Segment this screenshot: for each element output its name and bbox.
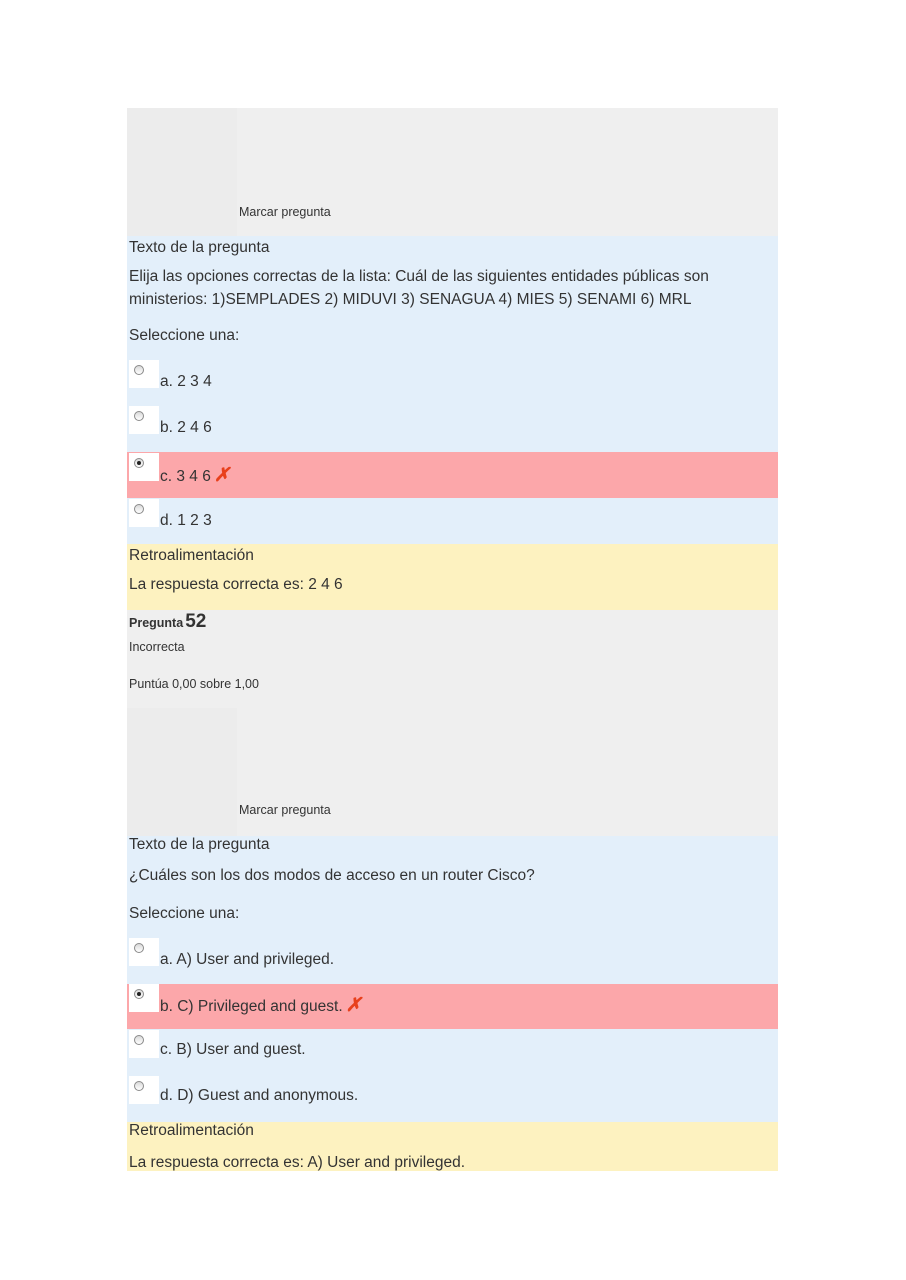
radio-cell[interactable] (129, 360, 159, 388)
option-label-b-wrapper[interactable] (160, 994, 362, 1017)
answer-option-b[interactable] (127, 405, 778, 452)
answer-option-c[interactable] (127, 1029, 778, 1075)
question-text-heading: Texto de la pregunta (129, 239, 270, 256)
option-label-a[interactable]: a. 2 3 4 (160, 373, 212, 390)
question-text-heading-band (127, 836, 778, 864)
question-1 (127, 108, 778, 610)
correct-answer-text: La respuesta correcta es: 2 4 6 (129, 576, 343, 593)
answer-option-a[interactable] (127, 359, 778, 405)
select-one-label: Seleccione una: (129, 327, 240, 344)
feedback-panel (127, 1122, 778, 1171)
option-label-c[interactable]: c. B) User and guest. (160, 1041, 306, 1058)
flag-area (127, 708, 778, 836)
option-label-c: c. 3 4 6 (160, 468, 211, 485)
radio-button-b-selected[interactable] (134, 989, 144, 999)
feedback-heading: Retroalimentación (129, 547, 254, 564)
radio-cell[interactable] (129, 406, 159, 434)
answer-option-c[interactable] (127, 452, 778, 498)
question-52 (127, 610, 778, 1172)
answer-option-d[interactable] (127, 498, 778, 544)
option-label-b: b. C) Privileged and guest. (160, 998, 343, 1015)
select-one-label: Seleccione una: (129, 905, 240, 922)
radio-button-a[interactable] (134, 365, 144, 375)
radio-cell[interactable] (129, 984, 159, 1012)
option-label-b[interactable]: b. 2 4 6 (160, 419, 212, 436)
answer-option-b[interactable] (127, 984, 778, 1029)
flag-question-link[interactable]: Marcar pregunta (239, 803, 331, 817)
question-prompt: ¿Cuáles son los dos modos de acceso en un router Cisco? (129, 867, 535, 884)
question-prompt-line-1: Elija las opciones correctas de la lista: Cuál de las siguientes entidades públicas son (129, 268, 709, 285)
question-prompt-line-2: ministerios: 1)SEMPLADES 2) MIDUVI 3) SENAGUA 4) MIES 5) SENAMI 6) MRL (129, 291, 692, 308)
question-number-value: 52 (185, 611, 207, 632)
option-label-c-wrapper[interactable] (160, 464, 230, 487)
radio-button-a[interactable] (134, 943, 144, 953)
answer-option-d[interactable] (127, 1075, 778, 1122)
radio-button-c[interactable] (134, 1035, 144, 1045)
radio-cell[interactable] (129, 1076, 159, 1104)
question-grade: Puntúa 0,00 sobre 1,00 (129, 677, 259, 691)
correct-answer-text: La respuesta correcta es: A) User and privileged. (129, 1154, 466, 1171)
radio-button-c-selected[interactable] (134, 458, 144, 468)
radio-button-d[interactable] (134, 1081, 144, 1091)
incorrect-cross-icon: ✗ (213, 465, 230, 486)
question-number (129, 611, 206, 633)
option-label-a[interactable]: a. A) User and privileged. (160, 951, 335, 968)
radio-cell[interactable] (129, 453, 159, 481)
radio-button-d[interactable] (134, 504, 144, 514)
flag-area (127, 108, 778, 236)
option-label-d[interactable]: d. 1 2 3 (160, 512, 212, 529)
question-info (127, 610, 778, 708)
radio-cell[interactable] (129, 499, 159, 527)
flag-image-placeholder (127, 108, 237, 236)
question-prompt-band (127, 864, 778, 900)
select-one-band (127, 900, 778, 938)
question-text-heading: Texto de la pregunta (129, 836, 270, 853)
feedback-heading: Retroalimentación (129, 1122, 254, 1139)
feedback-panel (127, 544, 778, 610)
question-text-heading-band (127, 236, 778, 264)
question-number-label: Pregunta (129, 616, 184, 630)
radio-cell[interactable] (129, 938, 159, 966)
radio-button-b[interactable] (134, 411, 144, 421)
radio-cell[interactable] (129, 1030, 159, 1058)
flag-question-link[interactable]: Marcar pregunta (239, 205, 331, 219)
select-one-band (127, 319, 778, 359)
option-label-d[interactable]: d. D) Guest and anonymous. (160, 1087, 359, 1104)
question-state: Incorrecta (129, 640, 185, 654)
answer-option-a[interactable] (127, 938, 778, 984)
incorrect-cross-icon: ✗ (345, 995, 362, 1016)
flag-image-placeholder (127, 708, 237, 836)
question-prompt-band (127, 264, 778, 319)
